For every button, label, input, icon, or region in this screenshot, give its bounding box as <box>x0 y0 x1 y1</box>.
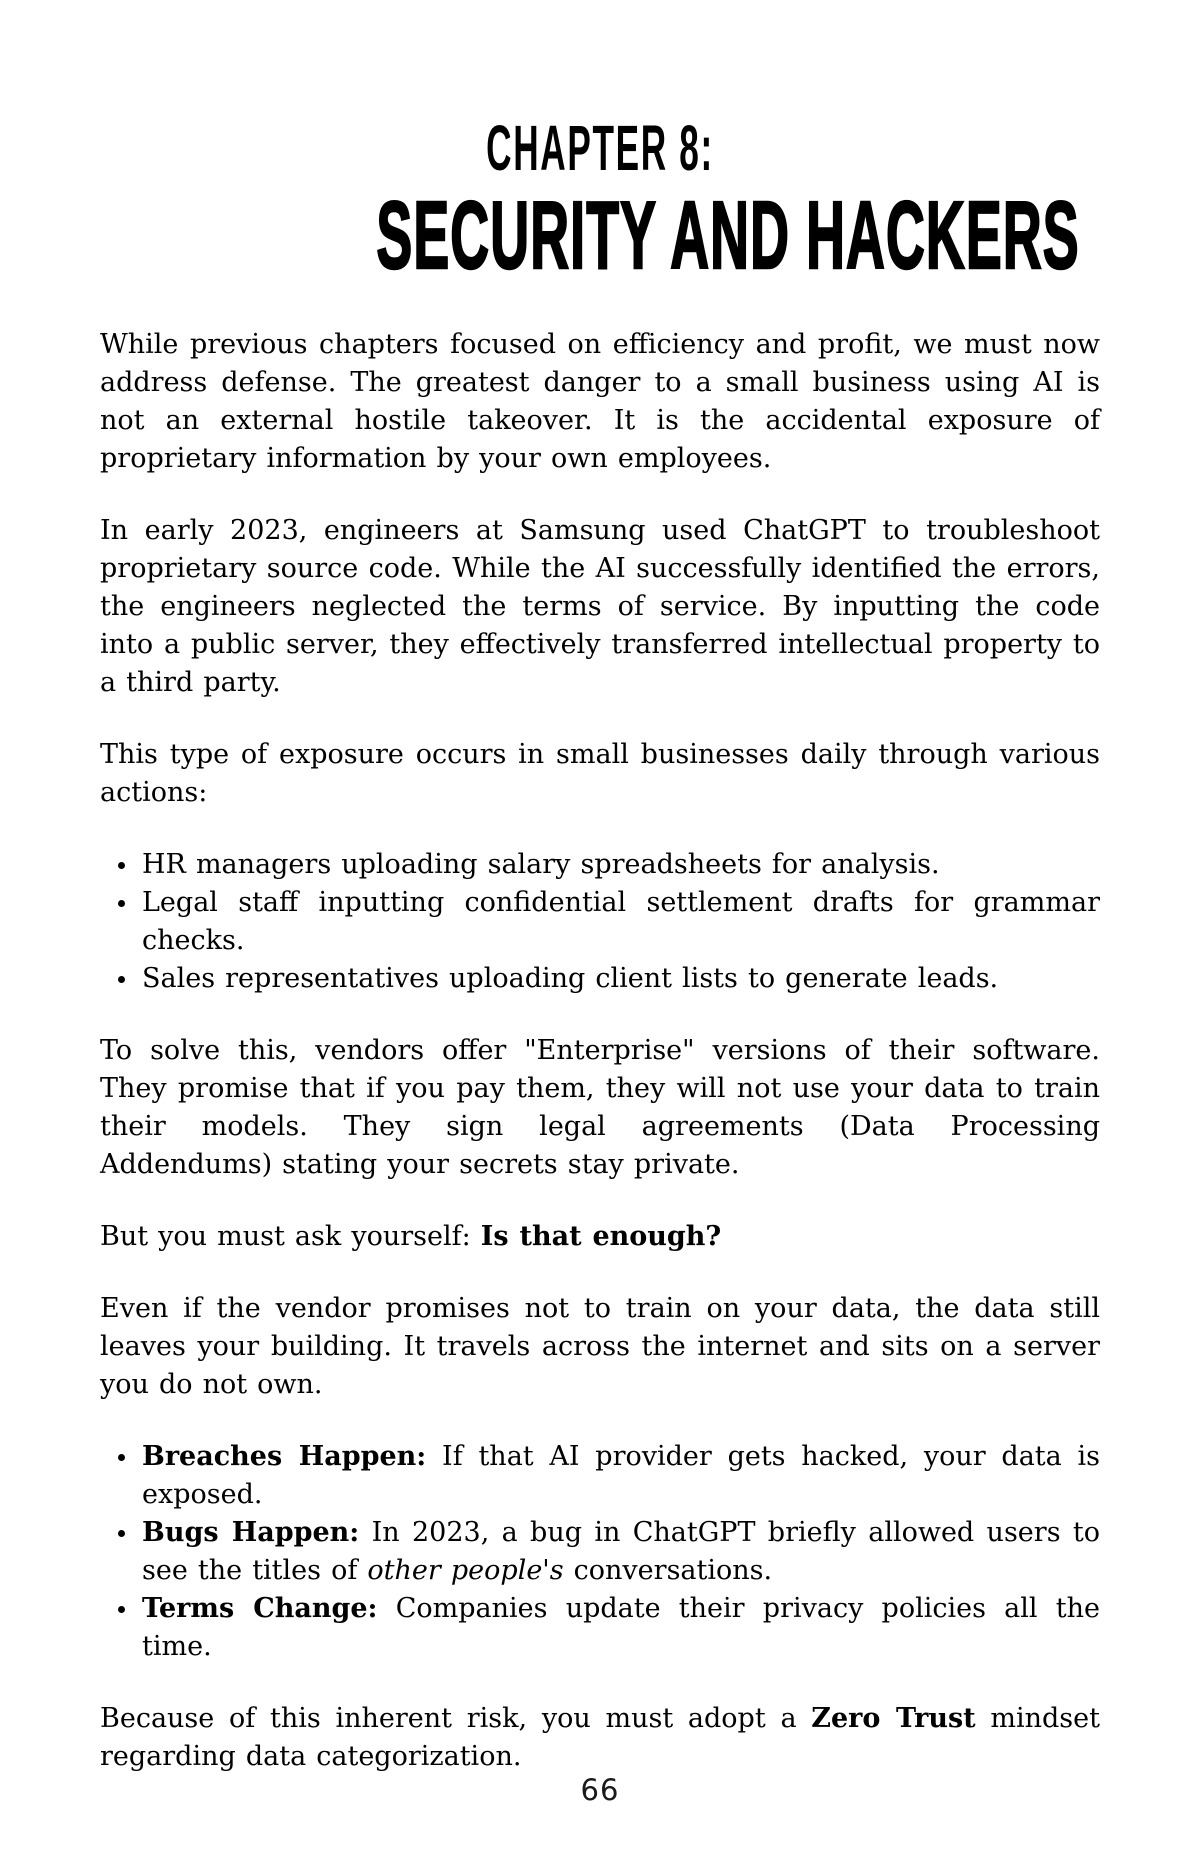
zero-trust-bold: Zero Trust <box>811 1703 976 1734</box>
risk-list <box>100 1438 1100 1666</box>
chapter-label: CHAPTER 8: <box>486 112 714 184</box>
page-footer <box>0 1773 1200 1807</box>
zero-trust-text-after: mindset regarding data categorization. <box>100 1703 1100 1772</box>
paragraph-samsung-example: In early 2023, engineers at Samsung used ChatGPT to troubleshoot proprietary source code. While the AI successfully identified the errors, the engineers neglected the terms of service. By inputting the code into a public server, they effectively transferred intellectual property to a third party. <box>100 515 1100 698</box>
list-item <box>142 1590 1100 1666</box>
list-item <box>142 884 1100 960</box>
risk-item-text: conversations. <box>563 1555 773 1586</box>
risk-item-lead: Bugs Happen: <box>142 1517 360 1548</box>
risk-item-text: In 2023, a bug in ChatGPT briefly allowed users to see the titles of <box>142 1517 1100 1586</box>
list-item-text: Sales representatives uploading client lists to generate leads. <box>142 963 999 994</box>
list-item <box>142 960 1100 998</box>
paragraph-zero-trust <box>100 1700 1100 1776</box>
zero-trust-text-before: Because of this inherent risk, you must adopt a <box>100 1703 812 1734</box>
chapter-body <box>100 326 1100 1776</box>
list-item-text: HR managers uploading salary spreadsheets for analysis. <box>142 849 940 880</box>
paragraph-exposure-lead: This type of exposure occurs in small businesses daily through various actions: <box>100 739 1100 808</box>
risk-item-text: Companies update their privacy policies all the time. <box>142 1593 1100 1662</box>
paragraph-enterprise: To solve this, vendors offer "Enterprise" versions of their software. They promise that if you pay them, they will not use your data to train their models. They sign legal agreements (Data Processing Addendums) stating your secrets stay private. <box>100 1035 1100 1180</box>
list-item <box>142 1438 1100 1514</box>
page-number: 66 <box>580 1773 620 1807</box>
risk-item-text: If that AI provider gets hacked, your data is exposed. <box>142 1441 1100 1510</box>
paragraph-intro: While previous chapters focused on efficiency and profit, we must now address defense. The greatest danger to a small business using AI is not an external hostile takeover. It is the accidental exposure of proprietary information by your own employees. <box>100 329 1100 474</box>
chapter-title-line <box>100 182 1100 289</box>
risk-item-italic: other people's <box>367 1555 564 1586</box>
list-item <box>142 846 1100 884</box>
question-text: But you must ask yourself: <box>100 1221 481 1252</box>
list-item-text: Legal staff inputting confidential settlement drafts for grammar checks. <box>142 887 1100 956</box>
chapter-header <box>100 0 1100 289</box>
list-item <box>142 1514 1100 1590</box>
chapter-label-line <box>100 112 1100 184</box>
risk-item-lead: Breaches Happen: <box>142 1441 427 1472</box>
question-bold: Is that enough? <box>480 1221 722 1252</box>
paragraph-question <box>100 1218 1100 1256</box>
exposure-examples-list <box>100 846 1100 998</box>
chapter-title: SECURITY AND HACKERS <box>376 182 1080 289</box>
paragraph-data-leaves: Even if the vendor promises not to train on your data, the data still leaves your building. It travels across the internet and sits on a server you do not own. <box>100 1293 1100 1400</box>
risk-item-lead: Terms Change: <box>142 1593 378 1624</box>
